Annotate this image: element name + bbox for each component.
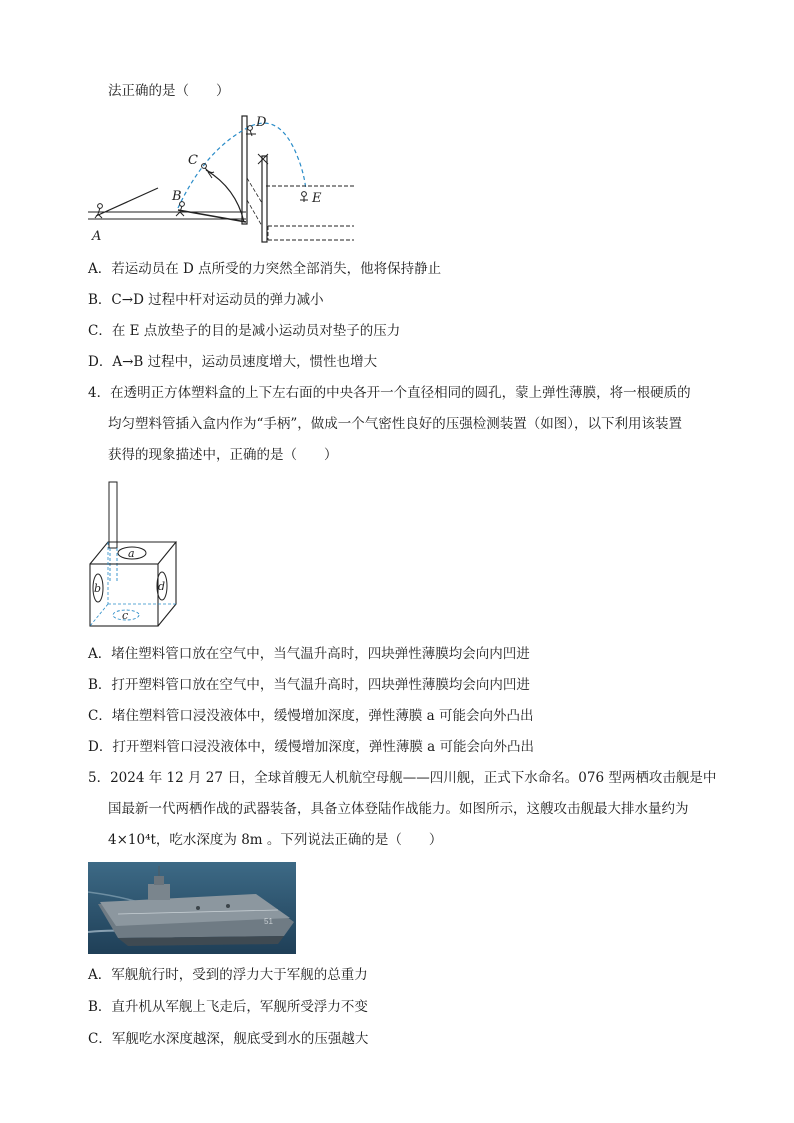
membrane-label-d: d [158, 580, 166, 593]
q5-stem-line-2: 国最新一代两栖作战的武器装备，具备立体登陆作战能力。如图所示，这艘攻击舰最大排水量约为 [108, 801, 689, 817]
membrane-label-a: a [128, 547, 135, 560]
q3-option-d: D．A→B 过程中，运动员速度增大，惯性也增大 [88, 354, 378, 370]
q3-stem-tail: 法正确的是（ ） [108, 83, 230, 99]
q5-stem-line-1: 5．2024 年 12 月 27 日，全球首艘无人机航空母舰——四川舰，正式下水命名。076 型两栖攻击舰是中 [88, 770, 717, 786]
q5-option-b: B．直升机从军舰上飞走后，军舰所受浮力不变 [88, 999, 368, 1015]
q4-option-a: A．堵住塑料管口放在空气中，当气温升高时，四块弹性薄膜均会向内凹进 [88, 646, 530, 662]
label-C: C [188, 153, 198, 168]
q4-stem-line-2: 均匀塑料管插入盒内作为“手柄”，做成一个气密性良好的压强检测装置（如图），以下利用该装置 [108, 416, 683, 432]
q3-option-a: A．若运动员在 D 点所受的力突然全部消失，他将保持静止 [88, 261, 442, 277]
label-E: E [312, 191, 322, 206]
q4-option-c: C．堵住塑料管口浸没液体中，缓慢增加深度，弹性薄膜 a 可能会向外凸出 [88, 708, 534, 724]
label-D: D [256, 115, 267, 130]
q4-option-d: D．打开塑料管口浸没液体中，缓慢增加深度，弹性薄膜 a 可能会向外凸出 [88, 739, 534, 755]
q5-stem-line-3: 4×10⁴t，吃水深度为 8m 。下列说法正确的是（ ） [108, 832, 443, 848]
membrane-label-c: c [122, 609, 129, 622]
membrane-label-b: b [94, 582, 102, 595]
q4-option-b: B．打开塑料管口放在空气中，当气温升高时，四块弹性薄膜均会向内凹进 [88, 677, 530, 693]
pressure-cube-figure [86, 478, 186, 630]
svg-text:51: 51 [264, 917, 273, 926]
pole-vault-figure [86, 108, 366, 248]
q3-option-b: B．C→D 过程中杆对运动员的弹力减小 [88, 292, 324, 308]
q5-option-c: C．军舰吃水深度越深，舰底受到水的压强越大 [88, 1031, 369, 1047]
label-A: A [92, 229, 102, 244]
q4-stem-line-3: 获得的现象描述中，正确的是（ ） [108, 447, 338, 463]
warship-photo [88, 862, 296, 954]
label-B: B [172, 189, 182, 204]
q4-stem-line-1: 4．在透明正方体塑料盒的上下左右面的中央各开一个直径相同的圆孔，蒙上弹性薄膜，将一根硬质的 [88, 385, 691, 401]
q5-option-a: A．军舰航行时，受到的浮力大于军舰的总重力 [88, 967, 368, 983]
q3-option-c: C．在 E 点放垫子的目的是减小运动员对垫子的压力 [88, 323, 401, 339]
